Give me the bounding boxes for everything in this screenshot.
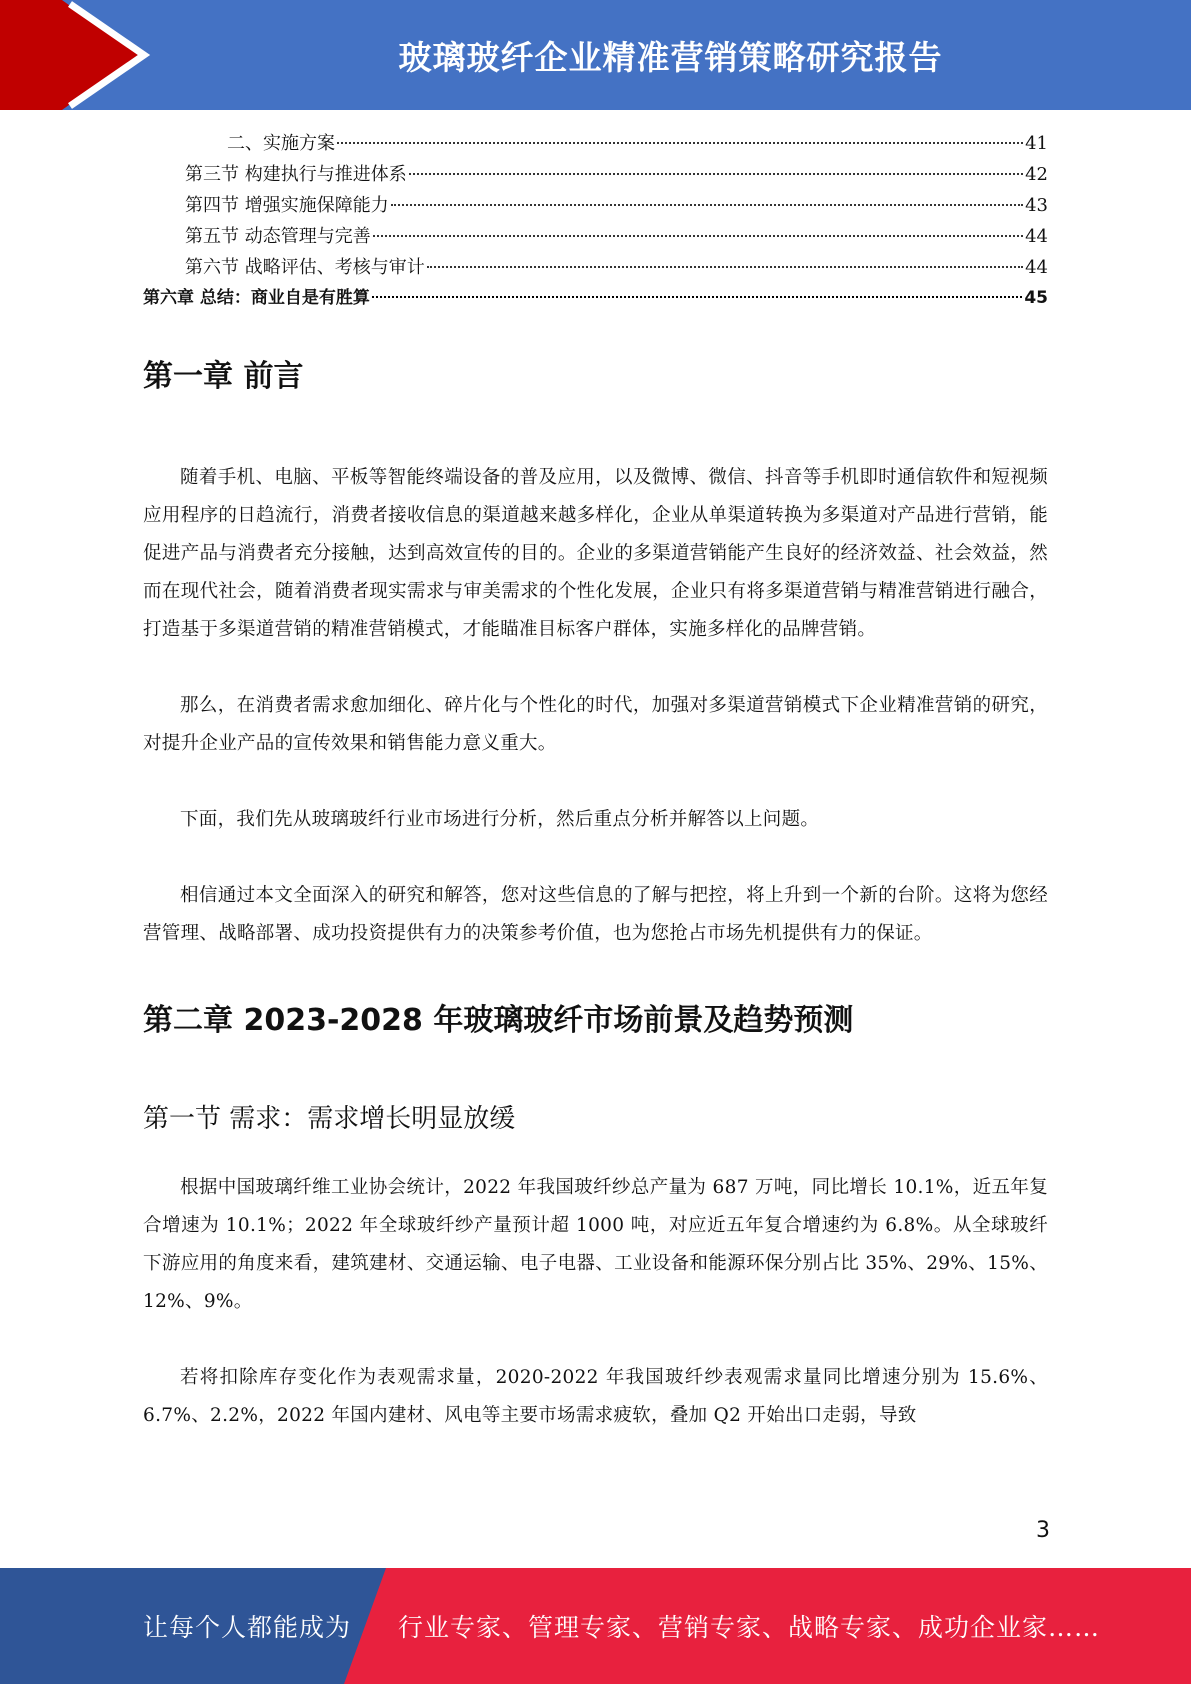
toc-entry-page: 42	[1025, 164, 1048, 185]
toc-leader-dots	[391, 204, 1023, 206]
table-of-contents	[143, 128, 1048, 314]
toc-entry[interactable]	[143, 128, 1048, 159]
toc-entry-label: 第三节 构建执行与推进体系	[185, 164, 407, 185]
chapter-2-heading: 第二章 2023-2028 年玻璃玻纤市场前景及趋势预测	[143, 1003, 854, 1038]
section-1-heading: 第一节 需求：需求增长明显放缓	[143, 1104, 516, 1134]
footer-slogan: 让每个人都能成为	[143, 1613, 352, 1642]
toc-entry-label: 第六节 战略评估、考核与审计	[185, 257, 425, 278]
toc-entry-page: 44	[1025, 257, 1048, 278]
toc-leader-dots	[372, 296, 1022, 298]
toc-entry-page: 45	[1024, 288, 1048, 308]
chapter-1-paragraph: 随着手机、电脑、平板等智能终端设备的普及应用，以及微博、微信、抖音等手机即时通信软件和短视频应用程序的日趋流行，消费者接收信息的渠道越来越多样化，企业从单渠道转换为多渠道对产品进行营销，能促进产品与消费者充分接触，达到高效宣传的目的。企业的多渠道营销能产生良好的经济效益、社会效益，然而在现代社会，随着消费者现实需求与审美需求的个性化发展，企业只有将多渠道营销与精准营销进行融合，打造基于多渠道营销的精准营销模式，才能瞄准目标客户群体，实施多样化的品牌营销。	[143, 467, 1048, 640]
toc-entry-label: 二、实施方案	[227, 133, 335, 154]
chapter-1-paragraph: 相信通过本文全面深入的研究和解答，您对这些信息的了解与把控，将上升到一个新的台阶。这将为您经营管理、战略部署、成功投资提供有力的决策参考价值，也为您抢占市场先机提供有力的保证。	[143, 885, 1048, 944]
header-arrow-decoration	[0, 0, 160, 110]
chapter-1-heading: 第一章 前言	[143, 359, 304, 394]
toc-entry-page: 41	[1025, 133, 1048, 154]
document-body	[143, 355, 1048, 1435]
toc-entry-label: 第六章 总结：商业自是有胜算	[143, 288, 370, 308]
report-title: 玻璃玻纤企业精准营销策略研究报告	[398, 37, 943, 77]
toc-leader-dots	[427, 266, 1023, 268]
toc-entry[interactable]	[143, 252, 1048, 283]
toc-entry[interactable]	[143, 221, 1048, 252]
page-footer	[0, 1568, 1191, 1684]
toc-leader-dots	[409, 173, 1023, 175]
toc-leader-dots	[373, 235, 1023, 237]
toc-entry-page: 43	[1025, 195, 1048, 216]
page-number: 3	[1036, 1518, 1050, 1543]
toc-entry[interactable]	[143, 283, 1048, 314]
section-1-paragraph: 根据中国玻璃纤维工业协会统计，2022 年我国玻纤纱总产量为 687 万吨，同比增长 10.1%，近五年复合增速为 10.1%；2022 年全球玻纤纱产量预计超 1000 吨，对应近五年复合增速约为 6.8%。从全球玻纤下游应用的角度来看，建筑建材、交通运输、电子电器、工业设备和能源环保分别占比 35%、29%、15%、12%、9%。	[143, 1177, 1048, 1312]
section-1-paragraph: 若将扣除库存变化作为表观需求量，2020-2022 年我国玻纤纱表观需求量同比增速分别为 15.6%、6.7%、2.2%，2022 年国内建材、风电等主要市场需求疲软，叠加 Q2 开始出口走弱，导致	[143, 1367, 1048, 1426]
toc-entry[interactable]	[143, 190, 1048, 221]
chapter-1-paragraph: 下面，我们先从玻璃玻纤行业市场进行分析，然后重点分析并解答以上问题。	[180, 809, 820, 830]
chapter-1-paragraph: 那么，在消费者需求愈加细化、碎片化与个性化的时代，加强对多渠道营销模式下企业精准营销的研究，对提升企业产品的宣传效果和销售能力意义重大。	[143, 695, 1048, 754]
footer-tagline: 行业专家、管理专家、营销专家、战略专家、成功企业家……	[398, 1613, 1101, 1642]
page-header	[0, 0, 1191, 110]
toc-entry-label: 第五节 动态管理与完善	[185, 226, 371, 247]
toc-leader-dots	[337, 142, 1023, 144]
toc-entry[interactable]	[143, 159, 1048, 190]
toc-entry-label: 第四节 增强实施保障能力	[185, 195, 389, 216]
toc-entry-page: 44	[1025, 226, 1048, 247]
